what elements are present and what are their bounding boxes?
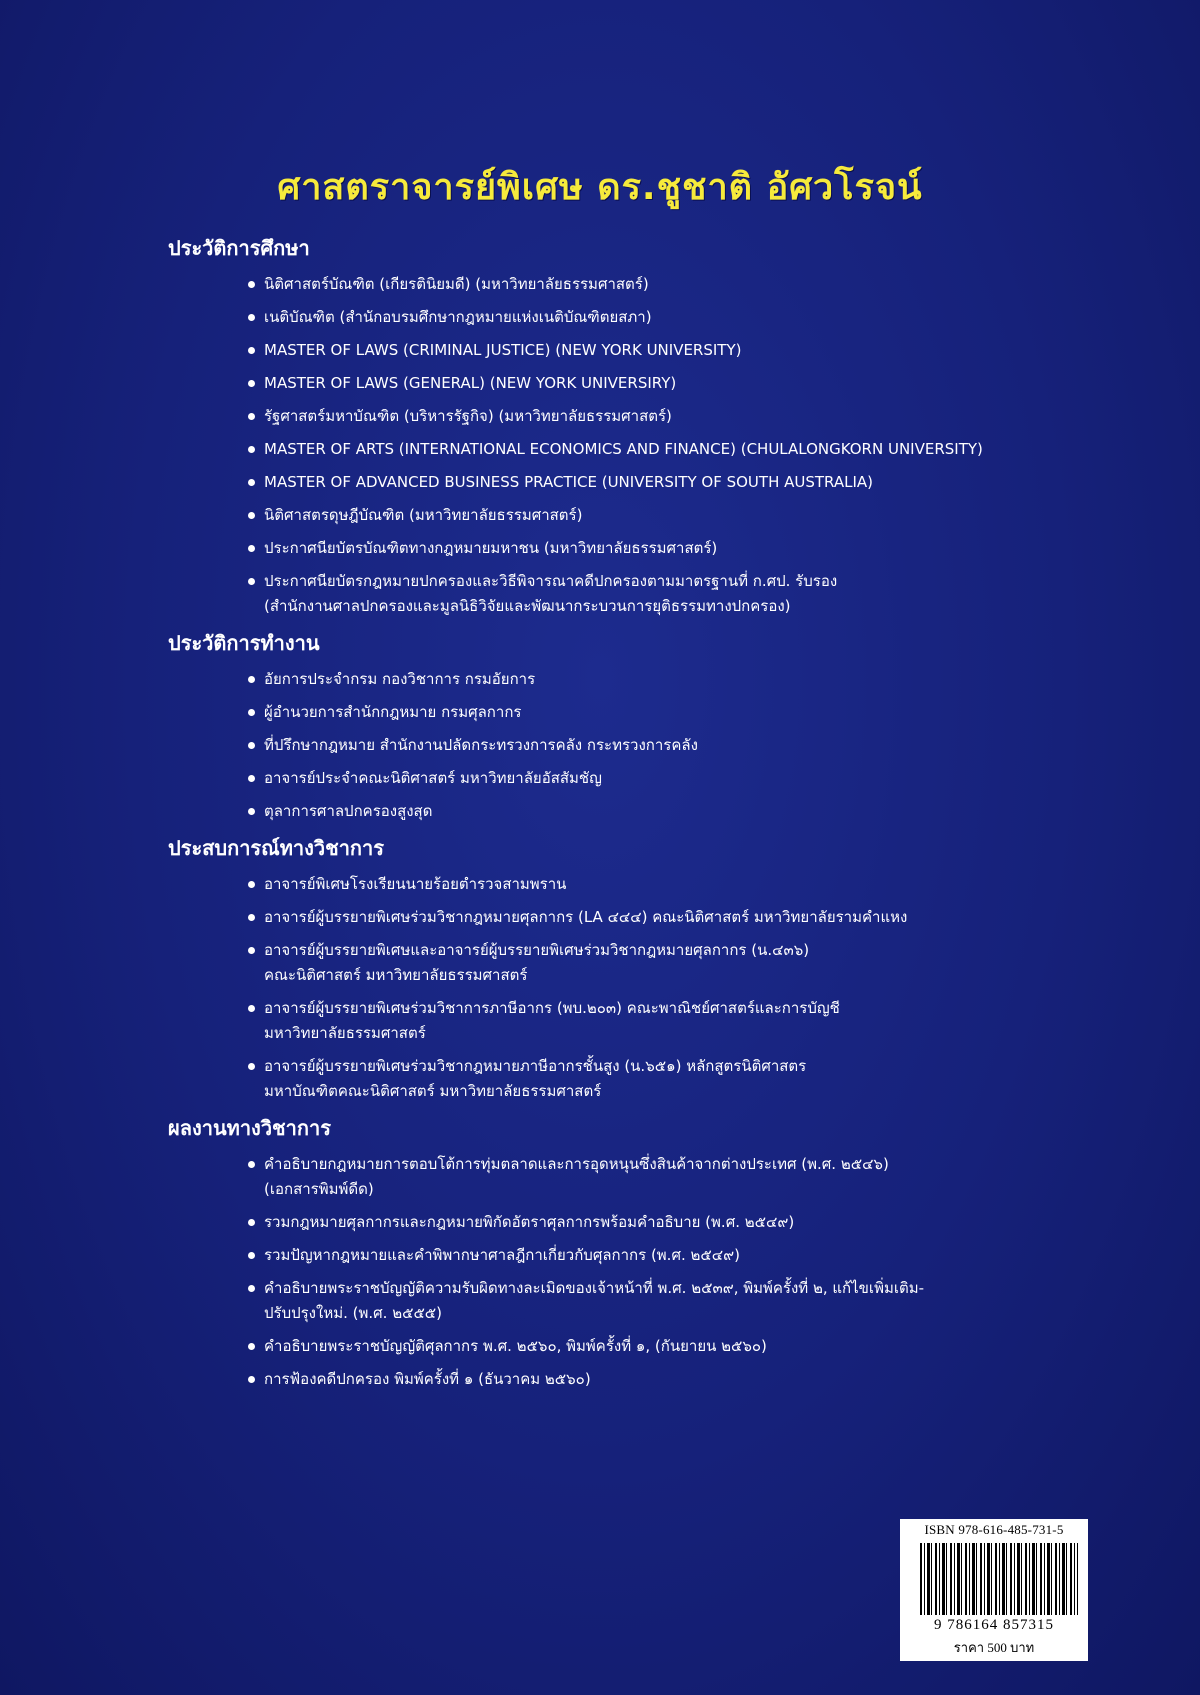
list-item-text: อัยการประจำกรม กองวิชาการ กรมอัยการ: [264, 670, 536, 688]
list-item: [248, 733, 1168, 758]
list-item-text: รวมกฎหมายศุลกากรและกฎหมายพิกัดอัตราศุลกากรพร้อมคำอธิบาย (พ.ศ. ๒๕๔๙): [264, 1213, 795, 1231]
section-title: ประวัติการศึกษา: [168, 236, 310, 260]
list-item-text: อาจารย์ผู้บรรยายพิเศษร่วมวิชาการภาษีอากร (พบ.๒๐๓) คณะพาณิชย์ศาสตร์และการบัญชี: [264, 999, 840, 1017]
list-item-text: ประกาศนียบัตรบัณฑิตทางกฎหมายมหาชน (มหาวิทยาลัยธรรมศาสตร์): [264, 539, 718, 557]
bullet-icon: [248, 808, 255, 815]
list-item: [248, 872, 1168, 897]
list-item: [248, 305, 1168, 330]
bullet-icon: [248, 1376, 255, 1383]
bullet-icon: [248, 347, 255, 354]
list-item: [248, 1210, 1168, 1235]
list-item-text: คณะนิติศาสตร์ มหาวิทยาลัยธรรมศาสตร์: [264, 966, 528, 984]
list-item-text: MASTER OF LAWS (CRIMINAL JUSTICE) (NEW YORK UNIVERSITY): [264, 341, 742, 359]
isbn-label: ISBN 978-616-485-731-5: [924, 1522, 1064, 1537]
bullet-icon: [248, 281, 255, 288]
section-title: ประสบการณ์ทางวิชาการ: [168, 836, 385, 860]
list-item-text: อาจารย์ประจำคณะนิติศาสตร์ มหาวิทยาลัยอัสสัมชัญ: [264, 769, 602, 787]
list-item-text: รัฐศาสตร์มหาบัณฑิต (บริหารรัฐกิจ) (มหาวิทยาลัยธรรมศาสตร์): [264, 407, 672, 425]
list-item: [248, 536, 1168, 561]
list-item-text: มหาบัณฑิตคณะนิติศาสตร์ มหาวิทยาลัยธรรมศาสตร์: [264, 1082, 602, 1100]
bullet-icon: [248, 380, 255, 387]
list-item: [248, 799, 1168, 824]
bullet-icon: [248, 1161, 255, 1168]
list-item: [248, 371, 1168, 396]
list-item: [248, 338, 1168, 363]
section-title: ประวัติการทำงาน: [168, 631, 320, 655]
list-item: [248, 667, 1168, 692]
list-item-text: MASTER OF ADVANCED BUSINESS PRACTICE (UNIVERSITY OF SOUTH AUSTRALIA): [264, 473, 874, 491]
bio-content: [168, 232, 1168, 1400]
list-item: [248, 700, 1168, 725]
price-label: ราคา 500 บาท: [953, 1640, 1035, 1655]
list-item-text: มหาวิทยาลัยธรรมศาสตร์: [264, 1024, 426, 1042]
list-item-text: คำอธิบายพระราชบัญญัติศุลกากร พ.ศ. ๒๕๖๐, พิมพ์ครั้งที่ ๑, (กันยายน ๒๕๖๐): [264, 1337, 767, 1355]
bullet-icon: [248, 446, 255, 453]
list-item: [248, 437, 1168, 462]
list-item: [248, 938, 1168, 988]
bullet-icon: [248, 1343, 255, 1350]
list-item: [248, 272, 1168, 297]
list-item: [248, 1243, 1168, 1268]
list-item: [248, 503, 1168, 528]
bullet-icon: [248, 775, 255, 782]
list-item-text: นิติศาสตร์บัณฑิต (เกียรตินิยมดี) (มหาวิทยาลัยธรรมศาสตร์): [264, 275, 649, 293]
list-item-text: นิติศาสตรดุษฎีบัณฑิต (มหาวิทยาลัยธรรมศาสตร์): [264, 506, 583, 524]
bullet-icon: [248, 512, 255, 519]
bullet-icon: [248, 479, 255, 486]
bullet-icon: [248, 914, 255, 921]
list-item-text: อาจารย์ผู้บรรยายพิเศษร่วมวิชากฎหมายภาษีอากรชั้นสูง (น.๖๕๑) หลักสูตรนิติศาสตร: [264, 1057, 807, 1075]
author-name: ศาสตราจารย์พิเศษ ดร.ชูชาติ อัศวโรจน์: [277, 167, 923, 208]
list-item-text: ตุลาการศาลปกครองสูงสุด: [264, 802, 433, 820]
section-list: [168, 1152, 1168, 1392]
bullet-icon: [248, 881, 255, 888]
bullet-icon: [248, 742, 255, 749]
list-item: [248, 1152, 1168, 1202]
list-item-text: ที่ปรึกษากฎหมาย สำนักงานปลัดกระทรวงการคลัง กระทรวงการคลัง: [264, 736, 698, 754]
list-item: [248, 766, 1168, 791]
list-item-text: อาจารย์ผู้บรรยายพิเศษร่วมวิชากฎหมายศุลกากร (LA ๔๔๔) คณะนิติศาสตร์ มหาวิทยาลัยรามคำแหง: [264, 908, 908, 926]
list-item-text: MASTER OF ARTS (INTERNATIONAL ECONOMICS AND FINANCE) (CHULALONGKORN UNIVERSITY): [264, 440, 983, 458]
list-item: [248, 470, 1168, 495]
list-item-text: (สำนักงานศาลปกครองและมูลนิธิวิจัยและพัฒนากระบวนการยุติธรรมทางปกครอง): [264, 597, 791, 615]
list-item: [248, 905, 1168, 930]
list-item-text: การฟ้องคดีปกครอง พิมพ์ครั้งที่ ๑ (ธันวาคม ๒๕๖๐): [264, 1370, 591, 1388]
bullet-icon: [248, 947, 255, 954]
bullet-icon: [248, 709, 255, 716]
bullet-icon: [248, 578, 255, 585]
list-item: [248, 1054, 1168, 1104]
section-title: ผลงานทางวิชาการ: [168, 1116, 331, 1140]
list-item-text: ปรับปรุงใหม่. (พ.ศ. ๒๕๕๕): [264, 1304, 443, 1322]
list-item-text: เนติบัณฑิต (สำนักอบรมศึกษากฎหมายแห่งเนติบัณฑิตยสภา): [264, 308, 652, 326]
list-item: [248, 1334, 1168, 1359]
list-item: [248, 996, 1168, 1046]
barcode-number: 9 786164 857315: [934, 1617, 1054, 1633]
list-item-text: คำอธิบายพระราชบัญญัติความรับผิดทางละเมิดของเจ้าหน้าที่ พ.ศ. ๒๕๓๙, พิมพ์ครั้งที่ ๒, แก้ไขเพิ่มเติม-: [264, 1279, 925, 1297]
list-item: [248, 1367, 1168, 1392]
list-item-text: MASTER OF LAWS (GENERAL) (NEW YORK UNIVERSIRY): [264, 374, 677, 392]
list-item-text: รวมปัญหากฎหมายและคำพิพากษาศาลฎีกาเกี่ยวกับศุลกากร (พ.ศ. ๒๕๔๙): [264, 1246, 740, 1264]
list-item-text: คำอธิบายกฎหมายการตอบโต้การทุ่มตลาดและการอุดหนุนซึ่งสินค้าจากต่างประเทศ (พ.ศ. ๒๕๔๖): [264, 1155, 889, 1173]
bullet-icon: [248, 413, 255, 420]
barcode-image: [920, 1543, 1078, 1615]
list-item: [248, 569, 1168, 619]
bullet-icon: [248, 676, 255, 683]
list-item-text: อาจารย์ผู้บรรยายพิเศษและอาจารย์ผู้บรรยายพิเศษร่วมวิชากฎหมายศุลกากร (น.๔๓๖): [264, 941, 810, 959]
isbn-barcode-box: [900, 1519, 1088, 1661]
bullet-icon: [248, 545, 255, 552]
list-item-text: (เอกสารพิมพ์ดีด): [264, 1180, 374, 1198]
bullet-icon: [248, 314, 255, 321]
bullet-icon: [248, 1063, 255, 1070]
list-item-text: ประกาศนียบัตรกฎหมายปกครองและวิธีพิจารณาคดีปกครองตามมาตรฐานที่ ก.ศป. รับรอง: [264, 572, 838, 590]
section-list: [168, 667, 1168, 824]
section-list: [168, 872, 1168, 1104]
bullet-icon: [248, 1285, 255, 1292]
list-item: [248, 404, 1168, 429]
list-item-text: อาจารย์พิเศษโรงเรียนนายร้อยตำรวจสามพราน: [264, 875, 567, 893]
list-item-text: ผู้อำนวยการสำนักกฎหมาย กรมศุลกากร: [264, 703, 522, 721]
list-item: [248, 1276, 1168, 1326]
section-list: [168, 272, 1168, 619]
bullet-icon: [248, 1219, 255, 1226]
bullet-icon: [248, 1005, 255, 1012]
bullet-icon: [248, 1252, 255, 1259]
